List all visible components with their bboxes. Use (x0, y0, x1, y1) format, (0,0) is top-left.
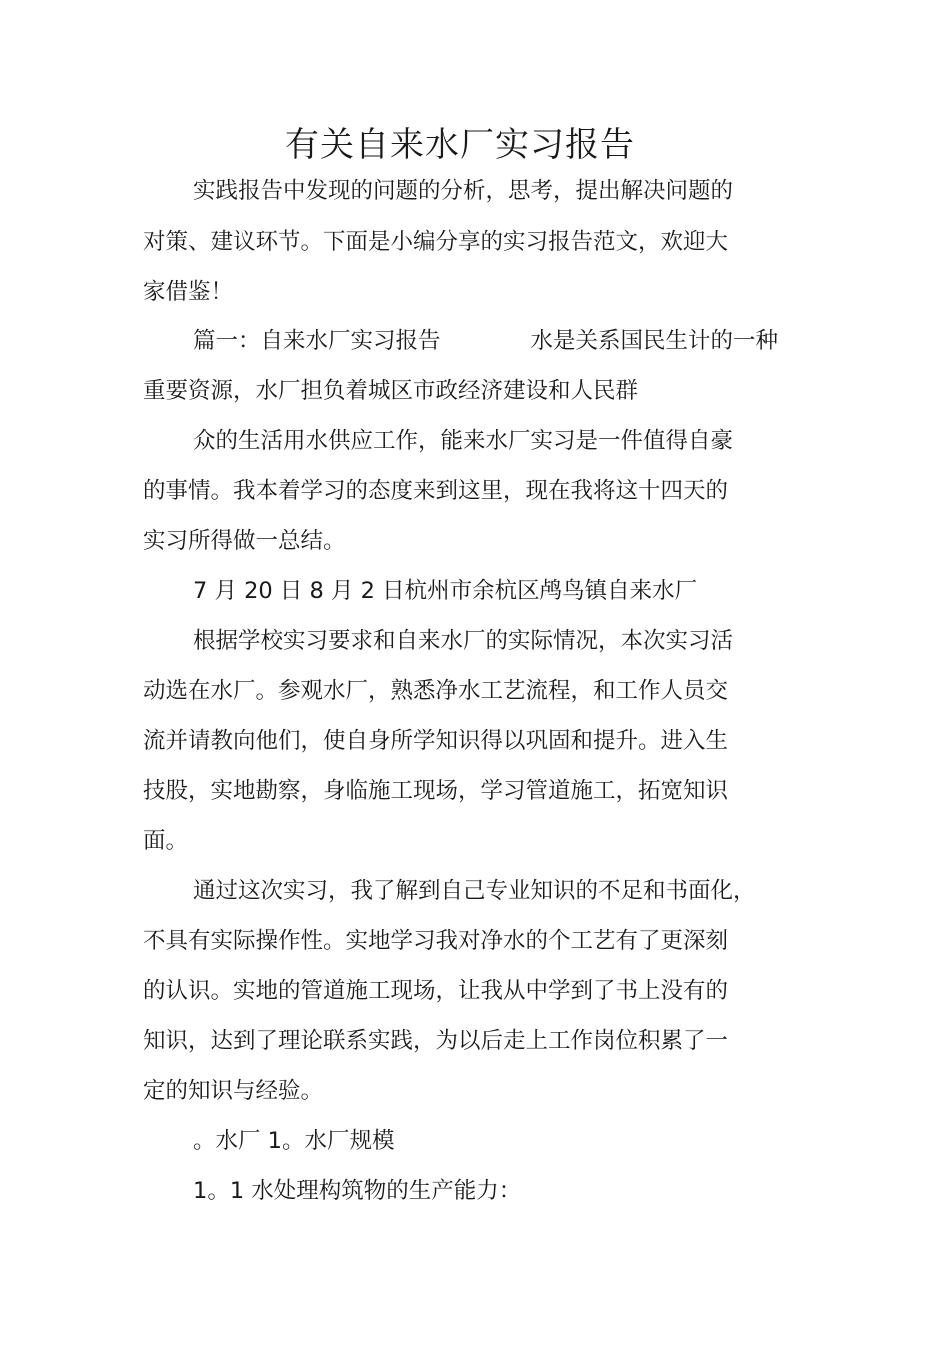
paragraph-line: 流并请教向他们，使自身所学知识得以巩固和提升。进入生 (143, 728, 729, 754)
paragraph-line: 篇一：自来水厂实习报告 水是关系国民生计的一种 (193, 328, 779, 354)
paragraph-line: 众的生活用水供应工作，能来水厂实习是一件值得自豪 (193, 428, 734, 454)
paragraph-line: 定的知识与经验。 (143, 1078, 324, 1104)
paragraph-line: 面。 (143, 828, 189, 854)
paragraph-line: 的认识。实地的管道施工现场，让我从中学到了书上没有的 (143, 978, 729, 1004)
paragraph-line: 实习所得做一总结。 (143, 528, 346, 554)
document-title: 有关自来水厂实习报告 (285, 125, 635, 165)
paragraph-line: 重要资源，水厂担负着城区市政经济建设和人民群 (143, 378, 639, 404)
paragraph-line: 不具有实际操作性。实地学习我对净水的个工艺有了更深刻 (143, 928, 729, 954)
paragraph-line: 知识，达到了理论联系实践，为以后走上工作岗位积累了一 (143, 1028, 729, 1054)
paragraph-line: 动选在水厂。参观水厂，熟悉净水工艺流程，和工作人员交 (143, 678, 729, 704)
paragraph-line: 7 月 20 日 8 月 2 日杭州市余杭区鸬鸟镇自来水厂 (193, 578, 698, 604)
paragraph-line: 技股，实地勘察，身临施工现场，学习管道施工，拓宽知识 (143, 778, 729, 804)
paragraph-line: 的事情。我本着学习的态度来到这里，现在我将这十四天的 (143, 478, 729, 504)
paragraph-line: 实践报告中发现的问题的分析，思考，提出解决问题的 (193, 178, 734, 204)
subsection-heading: 1。1 水处理构筑物的生产能力： (193, 1178, 522, 1204)
paragraph-line: 通过这次实习，我了解到自己专业知识的不足和书面化， (193, 878, 756, 904)
section-heading: 。水厂 1。水厂规模 (193, 1128, 395, 1154)
paragraph-line: 根据学校实习要求和自来水厂的实际情况，本次实习活 (193, 628, 734, 654)
paragraph-line: 家借鉴！ (143, 279, 234, 305)
paragraph-line: 对策、建议环节。下面是小编分享的实习报告范文，欢迎大 (143, 229, 729, 255)
